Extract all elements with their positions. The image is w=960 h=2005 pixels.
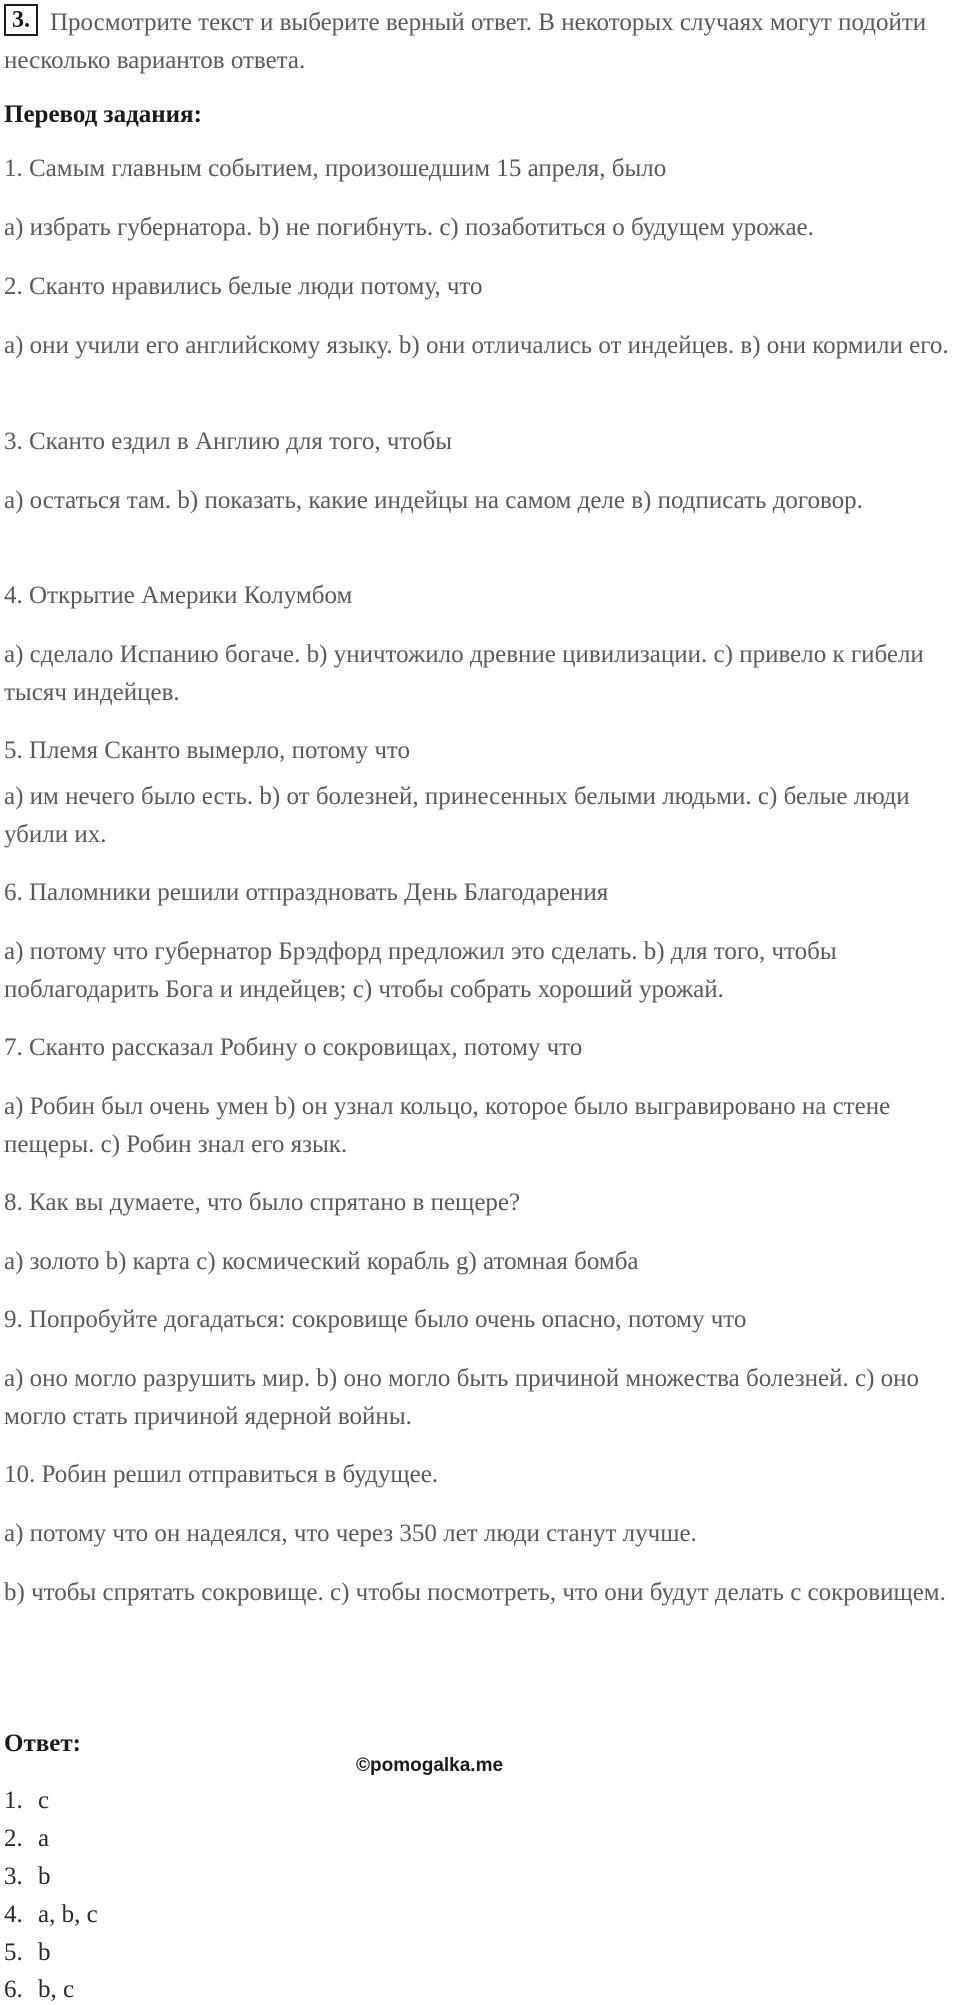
options-5: a) им нечего было есть. b) от болезней, принесенных белыми людьми. c) белые люди убили их.	[4, 783, 910, 848]
task-header	[4, 4, 954, 80]
answer-value: a	[38, 1825, 50, 1852]
options-8: a) золото b) карта c) космический корабль g) атомная бомба	[4, 1248, 639, 1275]
question-3: 3. Сканто ездил в Англию для того, чтобы	[4, 428, 453, 455]
answer-item	[4, 1862, 51, 1892]
task-instruction: Просмотрите текст и выберите верный ответ. В некоторых случаях могут подойти несколько вариантов ответа.	[4, 9, 927, 74]
answer-title: Ответ:	[4, 1730, 81, 1757]
question-5: 5. Племя Сканто вымерло, потому что	[4, 737, 411, 764]
question-6: 6. Паломники решили отпраздновать День Благодарения	[4, 879, 609, 906]
answer-number: 6.	[4, 1976, 23, 2003]
question-2: 2. Сканто нравились белые люди потому, что	[4, 273, 483, 300]
options-10a: a) потому что он надеялся, что через 350 лет люди станут лучше.	[4, 1520, 697, 1547]
answer-number: 3.	[4, 1863, 23, 1890]
options-1: a) избрать губернатора. b) не погибнуть. c) позаботиться о будущем урожае.	[4, 214, 814, 241]
answer-number: 2.	[4, 1825, 23, 1852]
answer-value: b	[38, 1863, 51, 1890]
answer-value: b	[38, 1939, 51, 1966]
answer-number: 4.	[4, 1901, 23, 1928]
translation-title: Перевод задания:	[4, 101, 202, 128]
options-3: a) остаться там. b) показать, какие индейцы на самом деле в) подписать договор.	[4, 487, 863, 514]
answer-number: 5.	[4, 1939, 23, 1966]
question-4: 4. Открытие Америки Колумбом	[4, 582, 353, 609]
options-9: a) оно могло разрушить мир. b) оно могло быть причиной множества болезней. c) оно могло стать причиной ядерной войны.	[4, 1365, 920, 1430]
question-10: 10. Робин решил отправиться в будущее.	[4, 1461, 439, 1488]
watermark: ©pomogalka.me	[356, 1755, 504, 1776]
answer-item	[4, 1900, 98, 1930]
question-8: 8. Как вы думаете, что было спрятано в пещере?	[4, 1189, 521, 1216]
answer-value: b, c	[38, 1976, 75, 2003]
answer-value: c	[38, 1787, 50, 1814]
options-2: a) они учили его английскому языку. b) они отличались от индейцев. в) они кормили его.	[4, 332, 949, 359]
question-9: 9. Попробуйте догадаться: сокровище было очень опасно, потому что	[4, 1306, 747, 1333]
answer-item	[4, 1786, 49, 1816]
answer-item	[4, 1824, 49, 1854]
question-1: 1. Самым главным событием, произошедшим 15 апреля, было	[4, 155, 667, 182]
options-6: a) потому что губернатор Брэдфорд предложил это сделать. b) для того, чтобы поблагодарить Бога и индейцев; c) чтобы собрать хороший урожай.	[4, 938, 837, 1003]
answer-number: 1.	[4, 1787, 23, 1814]
answer-value: a, b, c	[38, 1901, 98, 1928]
task-number-box: 3.	[4, 4, 38, 36]
options-7: a) Робин был очень умен b) он узнал кольцо, которое было выгравировано на стене пещеры. c) Робин знал его язык.	[4, 1093, 891, 1158]
answer-item	[4, 1975, 74, 2005]
options-4: a) сделало Испанию богаче. b) уничтожило древние цивилизации. c) привело к гибели тысяч индейцев.	[4, 641, 924, 706]
options-10b: b) чтобы спрятать сокровище. c) чтобы посмотреть, что они будут делать с сокровищем.	[4, 1579, 946, 1606]
answer-item	[4, 1938, 51, 1968]
question-7: 7. Сканто рассказал Робину о сокровищах, потому что	[4, 1034, 583, 1061]
